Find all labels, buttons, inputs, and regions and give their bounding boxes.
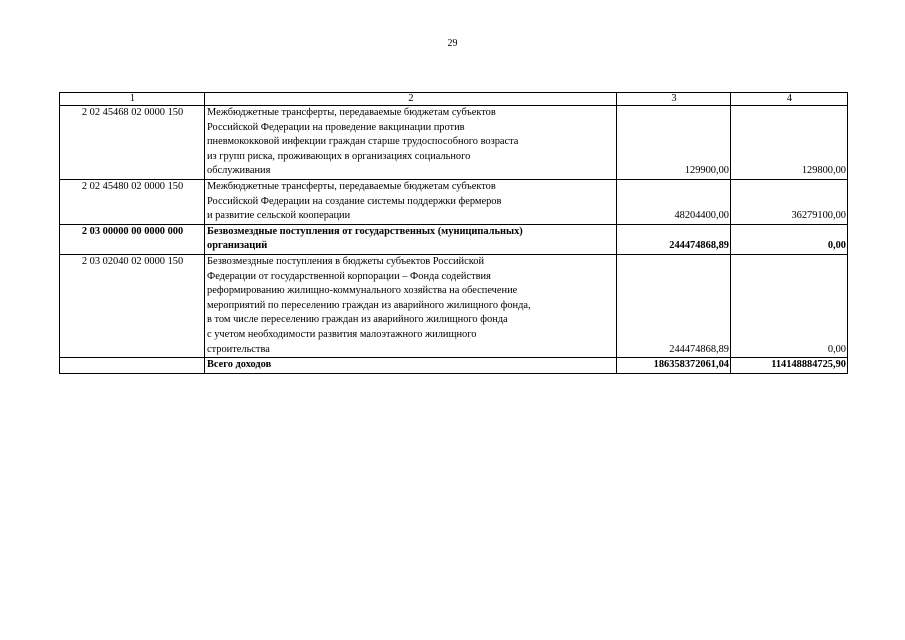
table-header-row xyxy=(60,93,848,106)
amount-col3-cell: 244474868,89 xyxy=(617,224,731,254)
revenue-name-line: Всего доходов xyxy=(207,359,272,371)
budget-code-cell: 2 02 45480 02 0000 150 xyxy=(60,179,205,224)
revenue-name-line: Российской Федерации на создание системы поддержки фермеров xyxy=(207,195,502,207)
revenue-name-cell xyxy=(205,254,617,357)
revenue-name-line: организаций xyxy=(207,240,268,252)
revenue-name-line: из групп риска, проживающих в организациях социального xyxy=(207,150,471,162)
amount-col4-cell: 114148884725,90 xyxy=(731,358,848,374)
revenue-name-cell xyxy=(205,179,617,224)
amount-col4-cell: 129800,00 xyxy=(731,106,848,180)
revenue-name-cell xyxy=(205,224,617,254)
amount-col4-cell: 0,00 xyxy=(731,224,848,254)
budget-code-cell: 2 03 00000 00 0000 000 xyxy=(60,224,205,254)
revenue-name-line: реформированию жилищно-коммунального хозяйства на обеспечение xyxy=(207,285,518,297)
revenue-table-body xyxy=(60,93,848,374)
amount-col3-cell: 48204400,00 xyxy=(617,179,731,224)
table-row xyxy=(60,179,848,224)
revenue-name-line: Безвозмездные поступления от государственных (муниципальных) xyxy=(207,225,523,237)
table-row xyxy=(60,224,848,254)
revenue-name-line: обслуживания xyxy=(207,165,271,177)
revenue-name-cell xyxy=(205,106,617,180)
revenue-name-line: строительства xyxy=(207,343,270,355)
revenue-name-line: Межбюджетные трансферты, передаваемые бюджетам субъектов xyxy=(207,107,496,118)
revenue-name-line: пневмококковой инфекции граждан старше трудоспособного возраста xyxy=(207,136,519,148)
revenue-name-line: Межбюджетные трансферты, передаваемые бюджетам субъектов xyxy=(207,180,496,192)
page-number: 29 xyxy=(447,38,458,49)
revenue-table xyxy=(59,92,848,374)
revenue-name-cell xyxy=(205,358,617,374)
revenue-name-line: мероприятий по переселению граждан из аварийного жилищного фонда, xyxy=(207,299,531,311)
budget-code-cell: 2 02 45468 02 0000 150 xyxy=(60,106,205,180)
column-header-2: 2 xyxy=(205,93,617,106)
amount-col4-cell: 0,00 xyxy=(731,254,848,357)
amount-col3-cell: 244474868,89 xyxy=(617,254,731,357)
amount-col4-cell: 36279100,00 xyxy=(731,179,848,224)
revenue-name-line: Безвозмездные поступления в бюджеты субъектов Российской xyxy=(207,255,484,267)
revenue-name-line: с учетом необходимости развития малоэтажного жилищного xyxy=(207,328,477,340)
table-row xyxy=(60,106,848,180)
budget-code-cell xyxy=(60,358,205,374)
budget-code-cell: 2 03 02040 02 0000 150 xyxy=(60,254,205,357)
column-header-1: 1 xyxy=(60,93,205,106)
amount-col3-cell: 186358372061,04 xyxy=(617,358,731,374)
revenue-name-line: в том числе переселению граждан из аварийного жилищного фонда xyxy=(207,314,508,326)
revenue-name-line: Российской Федерации на проведение вакцинации против xyxy=(207,121,465,133)
column-header-4: 4 xyxy=(731,93,848,106)
table-row xyxy=(60,358,848,374)
column-header-3: 3 xyxy=(617,93,731,106)
table-row xyxy=(60,254,848,357)
revenue-name-line: и развитие сельской кооперации xyxy=(207,210,351,222)
amount-col3-cell: 129900,00 xyxy=(617,106,731,180)
revenue-name-line: Федерации от государственной корпорации – Фонда содействия xyxy=(207,270,491,282)
